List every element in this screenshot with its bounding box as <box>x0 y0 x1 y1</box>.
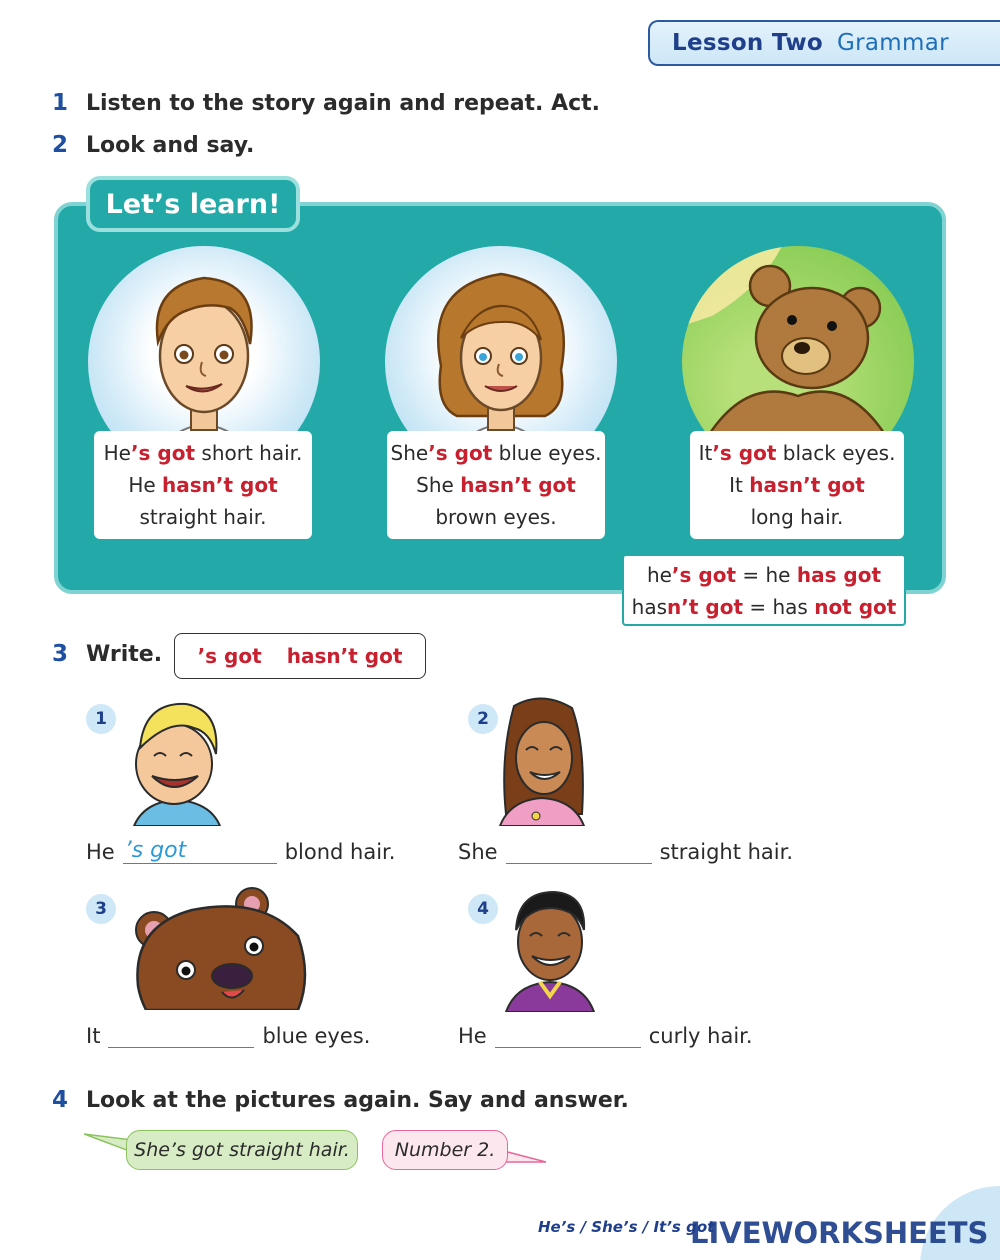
blond-boy-image <box>124 698 228 826</box>
caption-subject: She <box>416 473 461 497</box>
caption-rest: black eyes. <box>776 441 896 465</box>
caption-line: straight hair. <box>139 505 267 529</box>
exercise-sentence-1 <box>86 838 395 864</box>
caption-subject: He <box>103 441 131 465</box>
answer-blank[interactable] <box>123 838 277 864</box>
liveworksheets-watermark: LIVEWORKSHEETS <box>690 1216 989 1250</box>
caption-highlight: ’s got <box>428 441 493 465</box>
sentence-subject: It <box>86 1024 101 1048</box>
caption-highlight: ’s got <box>130 441 196 465</box>
caption-highlight: ’s got <box>712 441 777 465</box>
sentence-subject: He <box>458 1024 487 1048</box>
rule-line <box>624 559 904 591</box>
caption-highlight: hasn’t got <box>749 473 865 497</box>
caption-subject: It <box>698 441 713 465</box>
caption-he <box>94 431 312 539</box>
lesson-header <box>648 20 1000 66</box>
caption-line <box>690 469 904 501</box>
caption-rest: blue eyes. <box>492 441 602 465</box>
contraction-rule-box <box>622 554 906 626</box>
bear-face-image <box>132 886 308 1010</box>
rule-text: = has <box>743 595 815 619</box>
lesson-label: Lesson Two <box>672 30 824 56</box>
lesson-topic: Grammar <box>837 30 949 56</box>
lets-learn-tab <box>86 176 300 232</box>
rule-line <box>624 591 904 623</box>
caption-line: brown eyes. <box>435 505 557 529</box>
curly-hair-boy-image <box>500 884 600 1012</box>
word-bank <box>174 633 426 679</box>
caption-line: long hair. <box>750 505 844 529</box>
instruction-number: 2 <box>52 132 69 158</box>
instruction-number: 1 <box>52 90 69 116</box>
word-bank-item: ’s got <box>197 644 262 668</box>
caption-it <box>690 431 904 539</box>
instruction-text: Write. <box>86 642 163 667</box>
instruction-3 <box>52 641 162 667</box>
rule-highlight: ’s got <box>671 563 737 587</box>
speech-bubble-question: She’s got straight hair. <box>126 1130 358 1170</box>
lets-learn-title: Let’s learn! <box>105 188 281 220</box>
sentence-rest: straight hair. <box>659 840 794 864</box>
instruction-number: 3 <box>52 641 69 667</box>
item-number-badge: 2 <box>468 704 498 734</box>
filled-answer: ’s got <box>124 838 187 863</box>
caption-she <box>387 431 605 539</box>
instruction-text: Look at the pictures again. Say and answer. <box>86 1088 629 1113</box>
answer-blank[interactable] <box>495 1022 641 1048</box>
footer-topic: He’s / She’s / It’s got <box>538 1218 715 1236</box>
item-number-badge: 3 <box>86 894 116 924</box>
word-bank-item: hasn’t got <box>286 644 403 668</box>
caption-line <box>94 469 312 501</box>
instruction-text: Look and say. <box>86 133 255 158</box>
item-number-badge: 4 <box>468 894 498 924</box>
caption-subject: It <box>729 473 750 497</box>
rule-highlight: n’t got <box>667 595 744 619</box>
instruction-2 <box>52 132 254 158</box>
answer-blank[interactable] <box>506 838 652 864</box>
rule-text: he <box>646 563 672 587</box>
rule-highlight: has got <box>796 563 882 587</box>
rule-highlight: not got <box>814 595 897 619</box>
instruction-text: Listen to the story again and repeat. Act. <box>86 91 601 116</box>
instruction-1 <box>52 90 600 116</box>
sentence-subject: He <box>86 840 115 864</box>
caption-highlight: hasn’t got <box>162 473 278 497</box>
answer-blank[interactable] <box>108 1022 254 1048</box>
caption-highlight: hasn’t got <box>460 473 576 497</box>
rule-text: = he <box>736 563 797 587</box>
sentence-rest: blue eyes. <box>262 1024 371 1048</box>
sentence-rest: curly hair. <box>648 1024 753 1048</box>
caption-rest: short hair. <box>195 441 303 465</box>
speech-bubble-answer: Number 2. <box>382 1130 508 1170</box>
caption-subject: He <box>128 473 163 497</box>
exercise-sentence-2 <box>458 838 793 864</box>
exercise-sentence-4 <box>458 1022 753 1048</box>
sentence-rest: blond hair. <box>284 840 396 864</box>
caption-line <box>94 437 312 469</box>
rule-text: has <box>631 595 668 619</box>
exercise-sentence-3 <box>86 1022 370 1048</box>
caption-line <box>387 437 605 469</box>
caption-line <box>690 437 904 469</box>
girl-straight-hair-image <box>496 696 588 826</box>
item-number-badge: 1 <box>86 704 116 734</box>
sentence-subject: She <box>458 840 498 864</box>
caption-subject: She <box>390 441 429 465</box>
caption-line <box>387 469 605 501</box>
instruction-4 <box>52 1087 629 1113</box>
instruction-number: 4 <box>52 1087 69 1113</box>
